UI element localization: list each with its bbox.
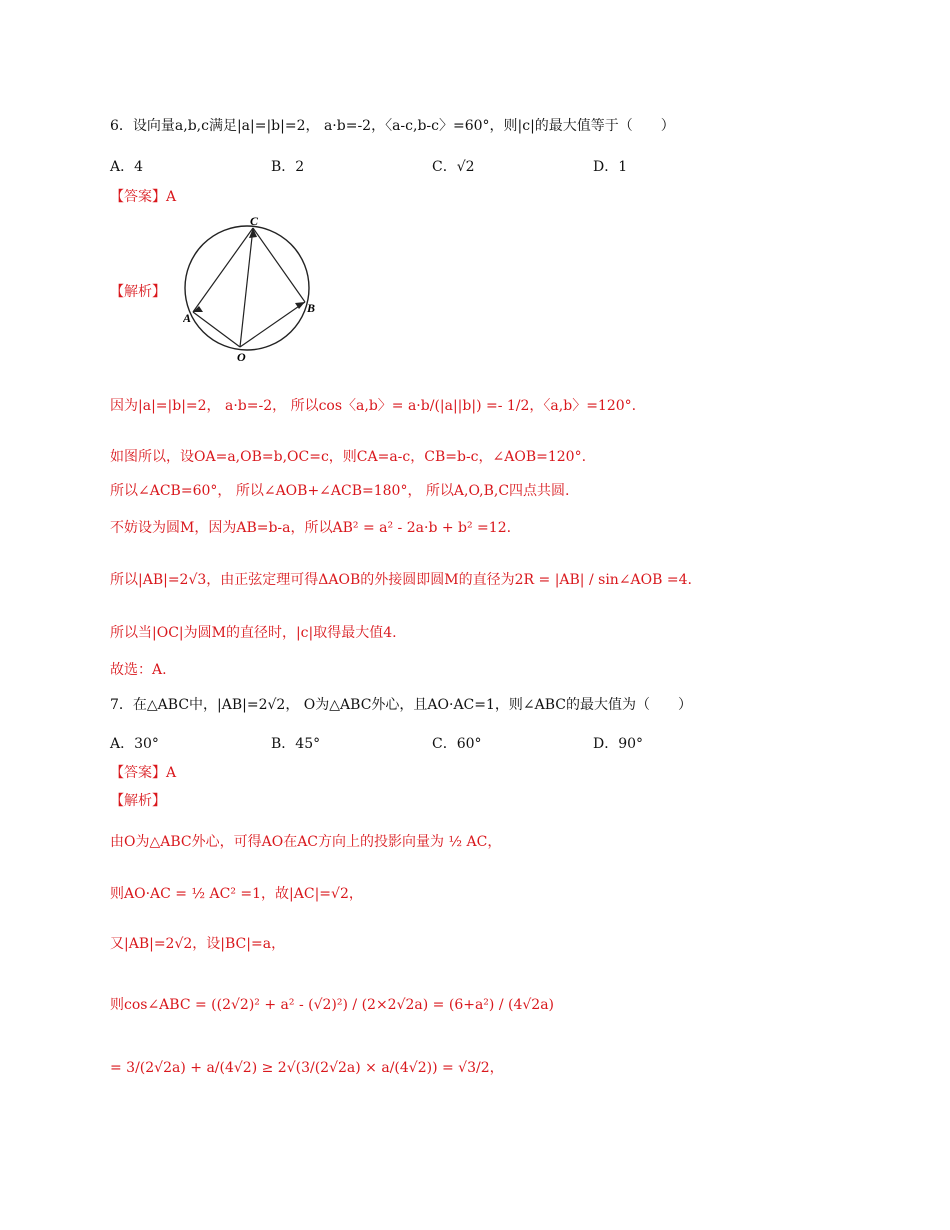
q6-step-5: 所以|AB|=2√3，由正弦定理可得ΔAOB的外接圆即圆M的直径为2R = |AB| / sin∠AOB =4. [110,572,692,588]
q6-step-1: 因为|a|=|b|=2， a·b=-2， 所以cos〈a,b〉= a·b/(|a||b|) =- 1/2，〈a,b〉=120°. [110,398,637,414]
segment-ob [240,302,305,347]
label-b: B [307,301,316,315]
q7-analysis-label: 【解析】 [110,793,166,809]
segment-oc [240,228,253,347]
q7-step-5: = 3/(2√2a) + a/(4√2) ≥ 2√(3/(2√2a) × a/(4√2)) = √3/2， [110,1060,504,1076]
q6-option-d: D．1 [593,159,628,175]
q7-option-a: A．30° [110,736,159,752]
q7-option-d: D．90° [593,736,644,752]
q6-option-c: C．√2 [432,159,475,175]
q7-answer: 【答案】A [110,765,177,781]
q7-option-b: B．45° [271,736,321,752]
q6-analysis-label: 【解析】 [110,284,166,300]
q6-answer: 【答案】A [110,189,177,205]
q7-step-2: 则AO·AC = ½ AC² =1，故|AC|=√2， [110,886,363,902]
q7-option-c: C．60° [432,736,482,752]
label-o: O [237,350,246,364]
q6-step-3: 所以∠ACB=60°， 所以∠AOB+∠ACB=180°， 所以A,O,B,C四点共圆. [110,483,570,499]
q6-step-2: 如图所以，设OA=a,OB=b,OC=c，则CA=a-c，CB=b-c，∠AOB=120°. [110,449,587,465]
q6-option-b: B．2 [271,159,305,175]
q6-option-a: A．4 [110,159,144,175]
circle-figure [183,214,323,364]
segment-cb [253,228,305,302]
q6-step-4: 不妨设为圆M，因为AB=b-a，所以AB² = a² - 2a·b + b² =12. [110,520,512,536]
question-7-stem: 7．在△ABC中，|AB|=2√2， O为△ABC外心，且AO·AC=1，则∠ABC的最大值为（ ） [110,697,693,713]
q7-step-3: 又|AB|=2√2，设|BC|=a， [110,936,286,952]
label-a: A [183,311,192,325]
segment-ca [193,228,253,312]
q6-step-6: 所以当|OC|为圆M的直径时，|c|取得最大值4. [110,625,397,641]
q6-step-7: 故选：A. [110,662,167,678]
q7-step-4: 则cos∠ABC = ((2√2)² + a² - (√2)²) / (2×2√2a) = (6+a²) / (4√2a) [110,997,555,1013]
label-c: C [250,214,259,228]
q7-step-1: 由O为△ABC外心，可得AO在AC方向上的投影向量为 ½ AC， [110,834,502,850]
question-6-stem: 6．设向量a,b,c满足|a|=|b|=2， a·b=-2，〈a-c,b-c〉=60°，则|c|的最大值等于（ ） [110,118,675,134]
